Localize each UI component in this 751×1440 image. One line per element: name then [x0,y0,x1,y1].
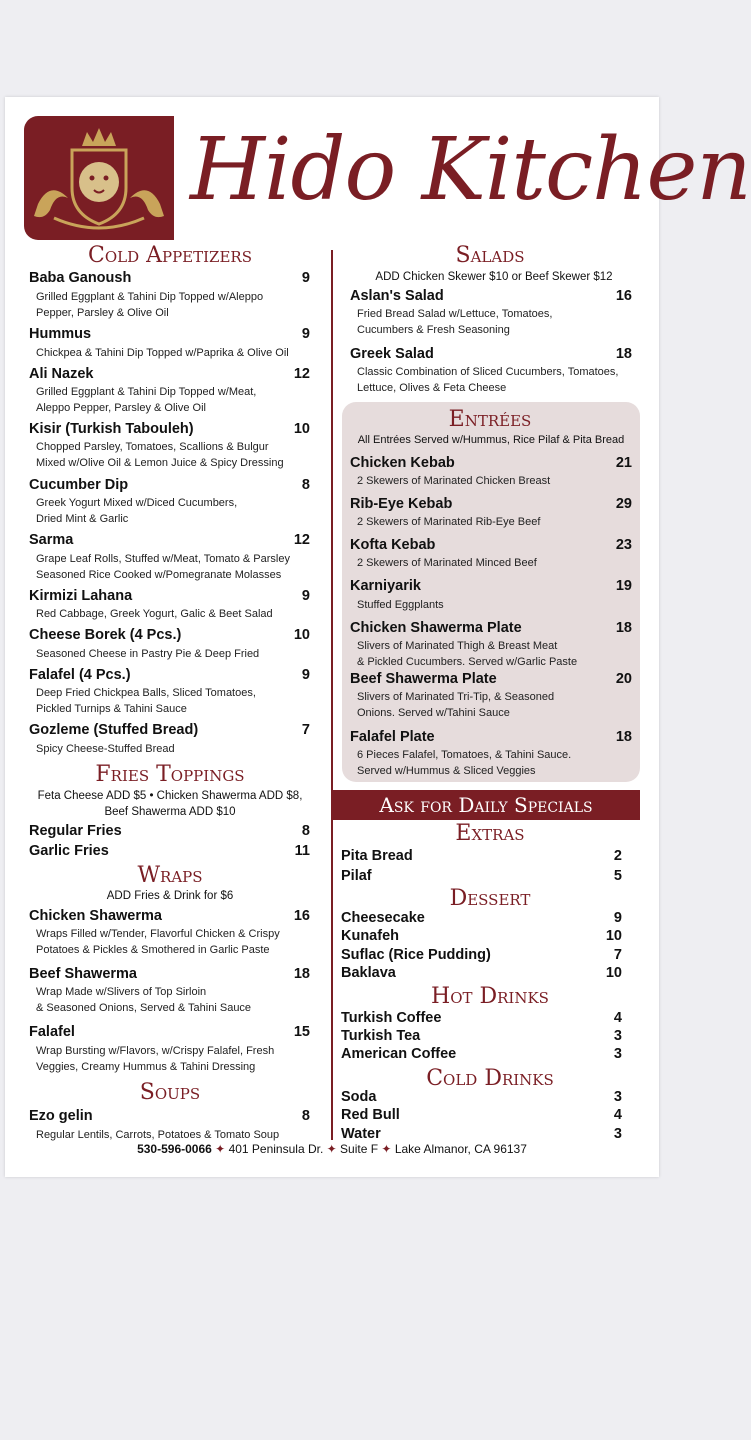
diamond-icon: ✦ [326,1142,337,1156]
menu-item-name: Rib-Eye Kebab [350,496,453,512]
menu-item-desc: 2 Skewers of Marinated Rib-Eye Beef [357,516,541,528]
menu-item-desc: Wrap Bursting w/Flavors, w/Crispy Falafel, Fresh Veggies, Creamy Hummus & Tahini Dressing [36,1045,275,1073]
diamond-icon: ✦ [381,1142,392,1156]
menu-item-price: 16 [293,908,310,924]
menu-item-price: 10 [605,928,622,944]
salads-title: Salads [455,243,525,268]
menu-item-name: Cheesecake [341,910,425,926]
menu-item-price: 15 [293,1024,310,1040]
menu-item-name: Cheese Borek (4 Pcs.) [29,627,182,643]
menu-item-name: Karniyarik [350,578,421,594]
menu-item-price: 4 [613,1010,622,1026]
menu-item-name: Gozleme (Stuffed Bread) [29,722,199,738]
menu-item-price: 7 [613,947,622,963]
menu-item-desc: Regular Lentils, Carrots, Potatoes & Tomato Soup [36,1129,280,1141]
cold-appetizers-title: Cold Appetizers [87,243,252,268]
menu-item-name: Pita Bread [341,848,413,864]
menu-item-price: 18 [615,620,632,636]
salads-note: ADD Chicken Skewer $10 or Beef Skewer $12 [375,271,613,283]
soups-title: Soups [139,1080,201,1105]
extras-title: Extras [455,821,525,846]
menu-item-desc: Grilled Eggplant & Tahini Dip Topped w/Meat, Aleppo Pepper, Parsley & Olive Oil [36,386,257,414]
menu-item-price: 3 [613,1028,622,1044]
menu-item-name: Chicken Kebab [350,455,455,471]
menu-item-price: 20 [615,671,632,687]
daily-specials-banner: Ask for Daily Specials [332,790,640,820]
menu-item-price: 3 [613,1126,622,1142]
menu-item-name: Hummus [29,326,92,342]
footer-contact [0,1142,664,1156]
menu-item-price: 10 [605,965,622,981]
hot-drinks-title: Hot Drinks [431,984,549,1009]
menu-item-name: Suflac (Rice Pudding) [341,947,491,963]
column-divider [331,250,333,1140]
cold-drinks-title: Cold Drinks [426,1066,554,1091]
menu-item-name: Beef Shawerma [29,966,137,982]
menu-item-name: Baba Ganoush [29,270,132,286]
menu-item-name: American Coffee [341,1046,457,1062]
address-city: Lake Almanor, CA 96137 [394,1142,527,1156]
dessert-title: Dessert [449,886,531,911]
menu-item-price: 9 [301,270,310,286]
menu-item-desc: Chickpea & Tahini Dip Topped w/Paprika & Olive Oil [36,347,289,359]
fries-note: Beef Shawerma ADD $10 [104,806,236,818]
menu-item-price: 2 [613,848,622,864]
menu-item-desc: Grilled Eggplant & Tahini Dip Topped w/Aleppo Pepper, Parsley & Olive Oil [36,291,264,319]
fries-note: Feta Cheese ADD $5 • Chicken Shawerma ADD $8, [37,790,303,802]
menu-item-name: Kirmizi Lahana [29,588,133,604]
menu-item-desc: 2 Skewers of Marinated Chicken Breast [357,475,551,487]
menu-item-price: 29 [615,496,632,512]
menu-item-price: 9 [613,910,622,926]
logo [24,116,174,240]
menu-item-name: Aslan's Salad [350,288,444,304]
menu-item-desc: Classic Combination of Sliced Cucumbers, Tomatoes, Lettuce, Olives & Feta Cheese [357,366,619,394]
menu-item-price: 10 [293,421,310,437]
menu-item-name: Soda [341,1089,377,1105]
menu-item-name: Ali Nazek [29,366,94,382]
menu-item-desc: Slivers of Marinated Tri-Tip, & Seasoned Onions. Served w/Tahini Sauce [357,691,555,719]
brand-title: Hido Kitchen [190,120,751,220]
menu-item-price: 7 [301,722,310,738]
menu-item-name: Cucumber Dip [29,477,129,493]
menu-item-desc: 2 Skewers of Marinated Minced Beef [357,557,537,569]
menu-item-name: Regular Fries [29,823,122,839]
menu-item-price: 18 [615,729,632,745]
menu-item-name: Falafel Plate [350,729,435,745]
phone-number[interactable]: 530-596-0066 [137,1142,212,1156]
menu-item-price: 9 [301,588,310,604]
menu-item-price: 9 [301,667,310,683]
menu-item-price: 3 [613,1089,622,1105]
menu-item-desc: Fried Bread Salad w/Lettuce, Tomatoes, Cucumbers & Fresh Seasoning [357,308,553,336]
menu-item-desc: Red Cabbage, Greek Yogurt, Galic & Beet Salad [36,608,273,620]
menu-item-price: 23 [615,537,632,553]
menu-item-price: 16 [615,288,632,304]
menu-item-name: Water [341,1126,381,1142]
address-street: 401 Peninsula Dr. [228,1142,324,1156]
menu-item-price: 11 [294,843,310,859]
menu-item-desc: 6 Pieces Falafel, Tomatoes, & Tahini Sauce. Served w/Hummus & Sliced Veggies [357,749,572,777]
menu-item-name: Sarma [29,532,74,548]
diamond-icon: ✦ [215,1142,226,1156]
menu-item-price: 19 [615,578,632,594]
menu-item-name: Kisir (Turkish Tabouleh) [29,421,194,437]
menu-item-price: 8 [301,823,310,839]
menu-item-name: Chicken Shawerma [29,908,162,924]
menu-item-name: Garlic Fries [29,843,109,859]
menu-item-price: 8 [301,1108,310,1124]
menu-item-price: 5 [613,868,622,884]
menu-item-name: Kunafeh [341,928,399,944]
menu-item-name: Turkish Coffee [341,1010,442,1026]
menu-item-name: Red Bull [341,1107,400,1123]
menu-item-desc: Grape Leaf Rolls, Stuffed w/Meat, Tomato & Parsley Seasoned Rice Cooked w/Pomegranate Molasses [36,553,290,581]
menu-item-desc: Deep Fried Chickpea Balls, Sliced Tomatoes, Pickled Turnips & Tahini Sauce [36,687,256,715]
menu-item-price: 12 [293,532,310,548]
menu-item-name: Falafel (4 Pcs.) [29,667,131,683]
lion-crest-icon [24,116,174,240]
menu-item-price: 8 [301,477,310,493]
wraps-note: ADD Fries & Drink for $6 [106,890,234,902]
fries-title: Fries Toppings [95,762,245,787]
menu-item-price: 3 [613,1046,622,1062]
menu-item-desc: Wraps Filled w/Tender, Flavorful Chicken & Crispy Potatoes & Pickles & Smothered in Garlic Paste [36,928,280,956]
wraps-title: Wraps [137,863,203,888]
entrees-title: Entrées [448,407,532,432]
menu-item-desc: Seasoned Cheese in Pastry Pie & Deep Fried [36,648,260,660]
menu-item-price: 12 [293,366,310,382]
menu-item-price: 21 [615,455,632,471]
menu-item-name: Chicken Shawerma Plate [350,620,522,636]
menu-item-desc: Slivers of Marinated Thigh & Breast Meat & Pickled Cucumbers. Served w/Garlic Paste [357,640,578,668]
menu-item-price: 9 [301,326,310,342]
menu-item-price: 18 [615,346,632,362]
menu-item-desc: Greek Yogurt Mixed w/Diced Cucumbers, Dried Mint & Garlic [36,497,238,525]
menu-item-desc: Stuffed Eggplants [357,599,444,611]
menu-item-name: Ezo gelin [29,1108,93,1124]
menu-item-price: 18 [293,966,310,982]
menu-item-name: Turkish Tea [341,1028,421,1044]
menu-item-desc: Spicy Cheese-Stuffed Bread [36,743,175,755]
menu-item-price: 10 [293,627,310,643]
entrees-note: All Entrées Served w/Hummus, Rice Pilaf & Pita Bread [357,434,625,446]
menu-item-price: 4 [613,1107,622,1123]
menu-item-name: Falafel [29,1024,75,1040]
menu-item-name: Kofta Kebab [350,537,436,553]
menu-item-name: Beef Shawerma Plate [350,671,497,687]
address-suite: Suite F [340,1142,379,1156]
menu-item-name: Baklava [341,965,396,981]
menu-item-name: Greek Salad [350,346,434,362]
menu-item-desc: Chopped Parsley, Tomatoes, Scallions & Bulgur Mixed w/Olive Oil & Lemon Juice & Spicy Dressing [36,441,284,469]
menu-item-name: Pilaf [341,868,372,884]
menu-item-desc: Wrap Made w/Slivers of Top Sirloin & Seasoned Onions, Served & Tahini Sauce [36,986,252,1014]
